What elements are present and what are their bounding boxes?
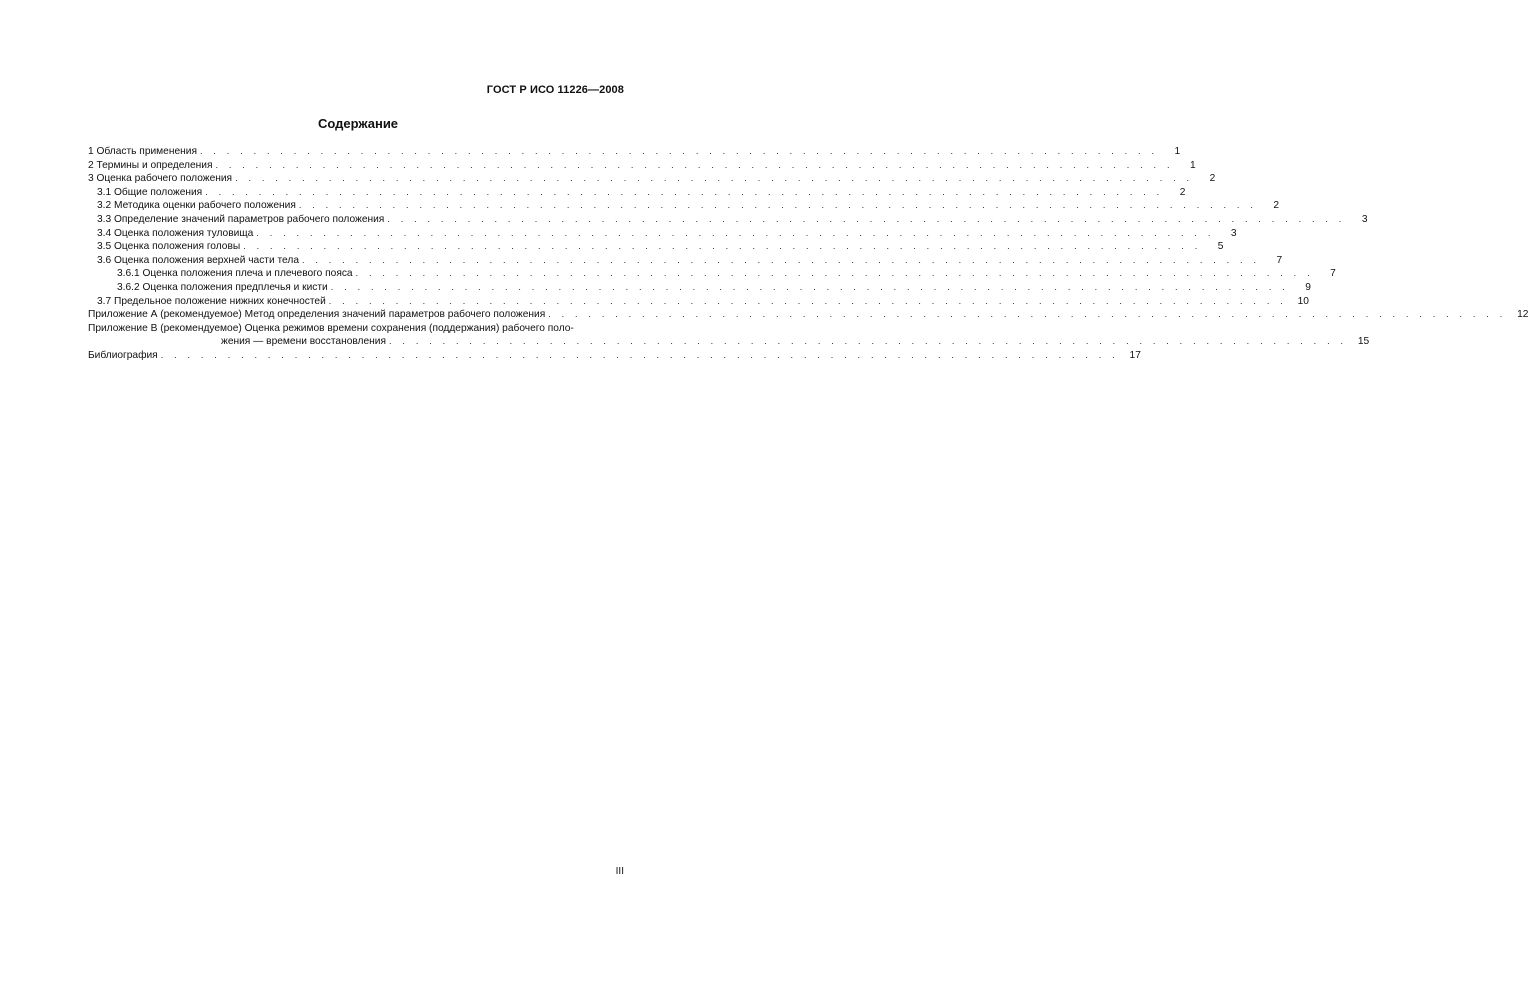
toc-entry-bibliography[interactable] — [88, 349, 1141, 363]
toc-entry-3-6[interactable] — [88, 254, 1283, 268]
toc-entry-label: 3 Оценка рабочего положения — [88, 173, 233, 185]
toc-entry-3-4[interactable] — [88, 227, 1237, 241]
toc-entry-label: 3.7 Предельное положение нижних конечностей — [97, 295, 326, 307]
toc-entry-page: 2 — [1209, 173, 1216, 185]
toc-entry-2[interactable] — [88, 159, 1196, 173]
toc-entry-page: 7 — [1330, 268, 1336, 280]
dot-leader: . . . . . . . . . . . . . . . . . . . . . . . . . . . . . . . . . . . . . . . . . . . . . . . . . . . . . . . . . . . . . . . . . . . . . . . . — [215, 159, 1174, 170]
dot-leader: . . . . . . . . . . . . . . . . . . . . . . . . . . . . . . . . . . . . . . . . . . . . . . . . . . . . . . . . . . . . . . . . . . . . . . . . — [199, 146, 1159, 156]
toc-entry-page: 1 — [1174, 146, 1181, 157]
toc-entry-3-2[interactable] — [88, 199, 1280, 213]
dot-leader: . . . . . . . . . . . . . . . . . . . . . . . . . . . . . . . . . . . . . . . . . . . . . . . . . . . . . . . . . . . . . . . . . . . . . . . . — [330, 281, 1289, 292]
toc-entry-appendix-a[interactable] — [88, 308, 1528, 322]
toc-entry-label: 3.5 Оценка положения головы — [97, 241, 241, 253]
page-folio: III — [615, 866, 624, 877]
toc-entry-page: 9 — [1305, 281, 1311, 293]
toc-entry-page: 5 — [1217, 241, 1224, 253]
toc-entry-label: 3.6.2 Оценка положения предплечья и кисти — [117, 281, 328, 293]
toc-entry-page: 12 — [1517, 309, 1528, 321]
toc-entry-label: Библиография — [88, 349, 158, 361]
toc-entry-page: 3 — [1361, 213, 1368, 225]
toc-entry-3-6-1[interactable] — [88, 267, 1336, 281]
toc-entry-label: Приложение А (рекомендуемое) Метод определения значений параметров рабочего положения — [88, 309, 546, 321]
toc-entry-page: 10 — [1297, 295, 1309, 307]
toc-entry-label: 3.3 Определение значений параметров рабочего положения — [97, 213, 385, 225]
dot-leader: . . . . . . . . . . . . . . . . . . . . . . . . . . . . . . . . . . . . . . . . . . . . . . . . . . . . . . . . . . . . . . . . . . . . . . . . — [328, 295, 1287, 306]
toc-entry-label-line2: жения — времени восстановления — [221, 336, 387, 348]
toc-entry-page: 15 — [1357, 336, 1370, 348]
dot-leader: . . . . . . . . . . . . . . . . . . . . . . . . . . . . . . . . . . . . . . . . . . . . . . . . . . . . . . . . . . . . . . . . . . . . . . . . — [387, 213, 1346, 224]
dot-leader: . . . . . . . . . . . . . . . . . . . . . . . . . . . . . . . . . . . . . . . . . . . . . . . . . . . . . . . . . . . . . . . . . . . . . . . . — [256, 227, 1215, 238]
dot-leader: . . . . . . . . . . . . . . . . . . . . . . . . . . . . . . . . . . . . . . . . . . . . . . . . . . . . . . . . . . . . . . . . . . . . . . . . — [298, 200, 1258, 211]
dot-leader: . . . . . . . . . . . . . . . . . . . . . . . . . . . . . . . . . . . . . . . . . . . . . . . . . . . . . . . . . . . . . . . . . . . . . . . . — [235, 173, 1194, 184]
table-of-contents — [88, 145, 1528, 363]
dot-leader: . . . . . . . . . . . . . . . . . . . . . . . . . . . . . . . . . . . . . . . . . . . . . . . . . . . . . . . . . . . . . . . . . . . . . . . . — [548, 309, 1507, 320]
toc-entry-3-5[interactable] — [88, 240, 1224, 254]
toc-entry-page: 17 — [1129, 349, 1141, 361]
toc-entry-page: 2 — [1179, 186, 1186, 198]
toc-entry-3-7[interactable] — [88, 295, 1309, 309]
toc-entry-label: 3.4 Оценка положения туловища — [97, 227, 254, 239]
toc-entry-label: 3.1 Общие положения — [97, 186, 203, 198]
dot-leader: . . . . . . . . . . . . . . . . . . . . . . . . . . . . . . . . . . . . . . . . . . . . . . . . . . . . . . . . . . . . . . . . . . . . . . . . — [355, 268, 1314, 279]
toc-entry-label: 3.6.1 Оценка положения плеча и плечевого пояса — [117, 268, 353, 280]
toc-entry-page: 2 — [1273, 200, 1280, 212]
toc-entry-label: 3.2 Методика оценки рабочего положения — [97, 200, 296, 212]
document-code: ГОСТ Р ИСО 11226—2008 — [486, 84, 624, 96]
toc-entry-page: 1 — [1189, 159, 1196, 171]
toc-entry-label: 3.6 Оценка положения верхней части тела — [97, 254, 299, 266]
toc-entry-3[interactable] — [88, 172, 1216, 186]
toc-entry-page: 3 — [1230, 227, 1237, 239]
toc-entry-appendix-b[interactable] — [88, 322, 1370, 349]
toc-entry-3-3[interactable] — [88, 213, 1368, 227]
toc-entry-label-line1: Приложение В (рекомендуемое) Оценка режимов времени сохранения (поддержания) рабочего поло- — [88, 322, 574, 334]
toc-entry-3-6-2[interactable] — [88, 281, 1311, 295]
toc-entry-1[interactable] — [88, 145, 1181, 159]
toc-entry-page: 7 — [1276, 254, 1283, 266]
dot-leader: . . . . . . . . . . . . . . . . . . . . . . . . . . . . . . . . . . . . . . . . . . . . . . . . . . . . . . . . . . . . . . . . . . . . . . . . — [205, 186, 1164, 197]
toc-title: Содержание — [317, 116, 399, 131]
dot-leader: . . . . . . . . . . . . . . . . . . . . . . . . . . . . . . . . . . . . . . . . . . . . . . . . . . . . . . . . . . . . . . . . . . . . . . . . — [160, 349, 1119, 360]
dot-leader: . . . . . . . . . . . . . . . . . . . . . . . . . . . . . . . . . . . . . . . . . . . . . . . . . . . . . . . . . . . . . . . . . . . . . . . . — [389, 336, 1348, 347]
toc-entry-label: 2 Термины и определения — [88, 159, 213, 171]
dot-leader: . . . . . . . . . . . . . . . . . . . . . . . . . . . . . . . . . . . . . . . . . . . . . . . . . . . . . . . . . . . . . . . . . . . . . . . . — [243, 241, 1202, 252]
toc-entry-label: 1 Область применения — [88, 146, 197, 157]
dot-leader: . . . . . . . . . . . . . . . . . . . . . . . . . . . . . . . . . . . . . . . . . . . . . . . . . . . . . . . . . . . . . . . . . . . . . . . . — [301, 254, 1261, 265]
toc-entry-3-1[interactable] — [88, 186, 1186, 200]
